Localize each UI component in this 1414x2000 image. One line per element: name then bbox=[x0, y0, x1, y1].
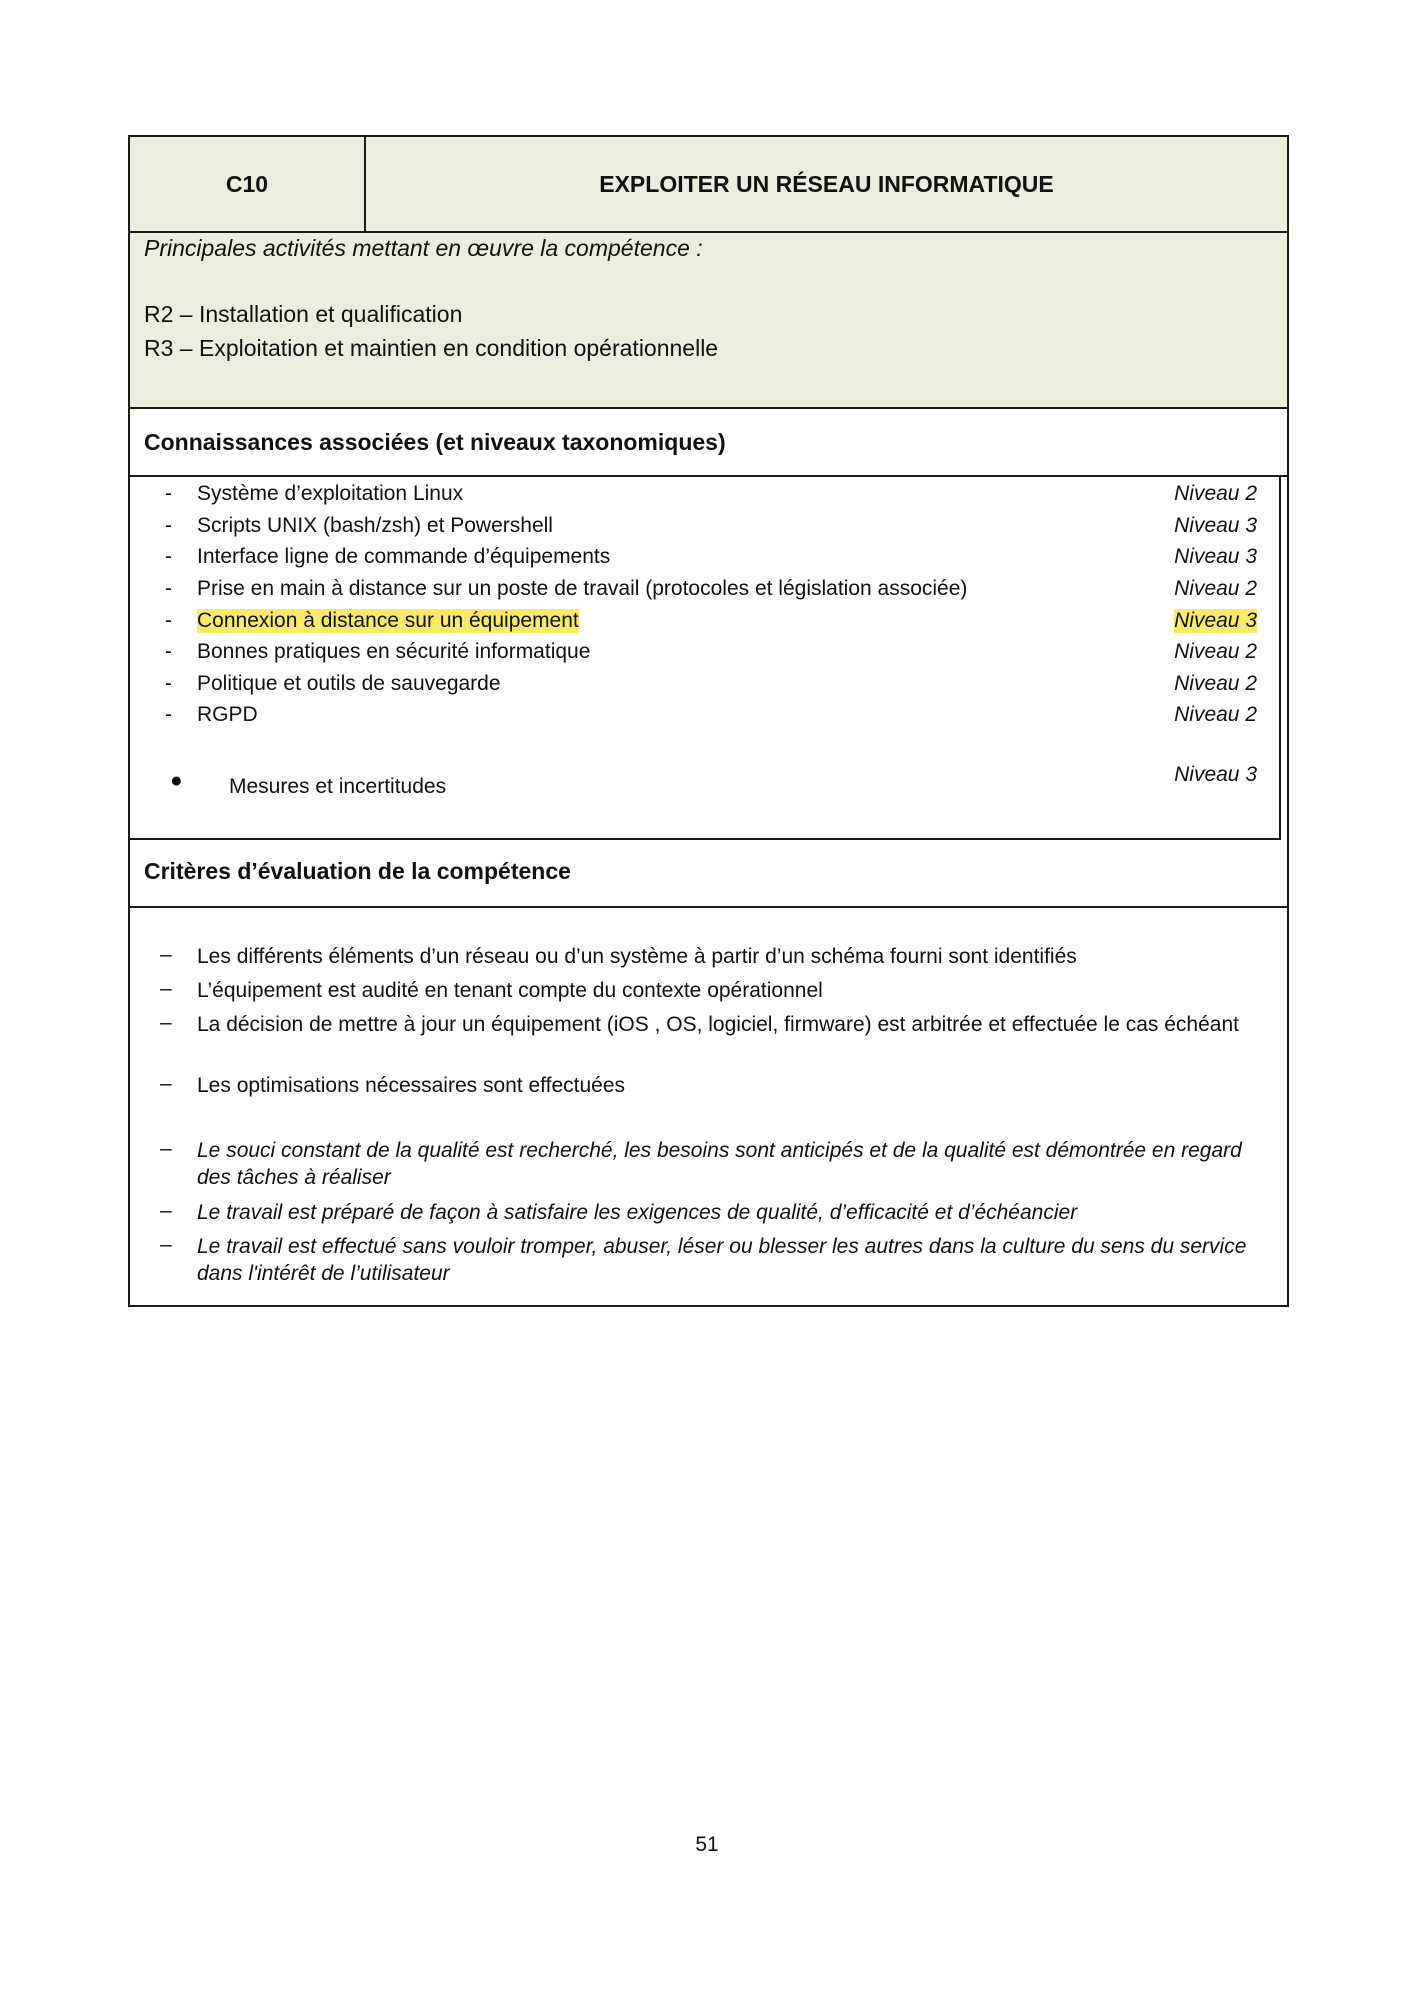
knowledge-label: Connexion à distance sur un équipement bbox=[197, 609, 579, 632]
knowledge-level: Niveau 2 bbox=[1174, 703, 1257, 726]
knowledge-item bbox=[130, 638, 1279, 668]
criteria-heading: Critères d’évaluation de la compétence bbox=[144, 858, 571, 884]
knowledge-list bbox=[130, 477, 1281, 840]
criteria-text: Le travail est effectué sans vouloir tromper, abuser, léser ou blesser les autres dans la culture du sens du service dans l'intérêt de l’utilisateur bbox=[197, 1235, 1247, 1285]
dash-icon: - bbox=[165, 545, 172, 568]
criteria-text: Les différents éléments d’un réseau ou d’un système à partir d’un schéma fourni sont identifiés bbox=[197, 945, 1077, 968]
dash-icon: - bbox=[165, 672, 172, 695]
activities-intro: Principales activités mettant en œuvre la compétence : bbox=[144, 235, 703, 261]
criteria-text: L’équipement est audité en tenant compte du contexte opérationnel bbox=[197, 979, 823, 1002]
dash-icon: - bbox=[165, 640, 172, 663]
knowledge-level: Niveau 2 bbox=[1174, 482, 1257, 505]
knowledge-heading-row bbox=[130, 409, 1287, 477]
dash-icon: – bbox=[160, 1137, 172, 1160]
criteria-text: Le travail est préparé de façon à satisfaire les exigences de qualité, d’efficacité et d’échéancier bbox=[197, 1201, 1078, 1224]
knowledge-label: Mesures et incertitudes bbox=[229, 775, 447, 798]
knowledge-item bbox=[130, 575, 1279, 605]
knowledge-label: Système d’exploitation Linux bbox=[197, 482, 464, 505]
knowledge-item bbox=[130, 512, 1279, 542]
knowledge-label: Bonnes pratiques en sécurité informatique bbox=[197, 640, 591, 663]
competency-header bbox=[130, 137, 1287, 233]
knowledge-level: Niveau 2 bbox=[1174, 640, 1257, 663]
knowledge-label: Interface ligne de commande d’équipements bbox=[197, 545, 611, 568]
knowledge-item bbox=[130, 701, 1279, 731]
activity-item: R2 – Installation et qualification bbox=[144, 301, 463, 327]
dash-icon: – bbox=[160, 1233, 172, 1256]
knowledge-level: Niveau 3 bbox=[1174, 763, 1257, 786]
knowledge-level: Niveau 2 bbox=[1174, 672, 1257, 695]
dash-icon: – bbox=[160, 943, 172, 966]
knowledge-item bbox=[130, 543, 1279, 573]
dash-icon: - bbox=[165, 609, 172, 632]
knowledge-item bbox=[130, 670, 1279, 700]
competency-code: C10 bbox=[130, 137, 366, 231]
dash-icon: – bbox=[160, 1072, 172, 1095]
dash-icon: – bbox=[160, 1199, 172, 1222]
bullet-icon: ● bbox=[170, 769, 183, 792]
knowledge-label: Scripts UNIX (bash/zsh) et Powershell bbox=[197, 514, 553, 537]
knowledge-label: Politique et outils de sauvegarde bbox=[197, 672, 501, 695]
knowledge-label: RGPD bbox=[197, 703, 258, 726]
criteria-text: La décision de mettre à jour un équipement (iOS , OS, logiciel, firmware) est arbitrée et effectuée le cas échéant bbox=[197, 1013, 1239, 1036]
criteria-heading-row bbox=[130, 840, 1287, 908]
activity-item: R3 – Exploitation et maintien en condition opérationnelle bbox=[144, 335, 719, 361]
dash-icon: - bbox=[165, 514, 172, 537]
knowledge-label: Prise en main à distance sur un poste de travail (protocoles et législation associée) bbox=[197, 577, 968, 600]
criteria-text: Les optimisations nécessaires sont effectuées bbox=[197, 1074, 626, 1097]
knowledge-level: Niveau 3 bbox=[1174, 545, 1257, 568]
competency-title: EXPLOITER UN RÉSEAU INFORMATIQUE bbox=[599, 170, 1054, 197]
criteria-text: Le souci constant de la qualité est recherché, les besoins sont anticipés et de la qualité est démontrée en regard des tâches à réaliser bbox=[197, 1139, 1242, 1189]
dash-icon: – bbox=[160, 977, 172, 1000]
knowledge-item bbox=[130, 480, 1279, 510]
page-number: 51 bbox=[695, 1833, 719, 1856]
competency-table bbox=[128, 135, 1289, 1307]
knowledge-item-highlighted bbox=[130, 607, 1279, 637]
knowledge-heading: Connaissances associées (et niveaux taxonomiques) bbox=[144, 429, 726, 455]
dash-icon: – bbox=[160, 1011, 172, 1034]
knowledge-level: Niveau 3 bbox=[1174, 514, 1257, 537]
dash-icon: - bbox=[165, 703, 172, 726]
activities-section bbox=[130, 233, 1287, 409]
dash-icon: - bbox=[165, 577, 172, 600]
knowledge-level: Niveau 3 bbox=[1174, 609, 1257, 632]
knowledge-level: Niveau 2 bbox=[1174, 577, 1257, 600]
dash-icon: - bbox=[165, 482, 172, 505]
